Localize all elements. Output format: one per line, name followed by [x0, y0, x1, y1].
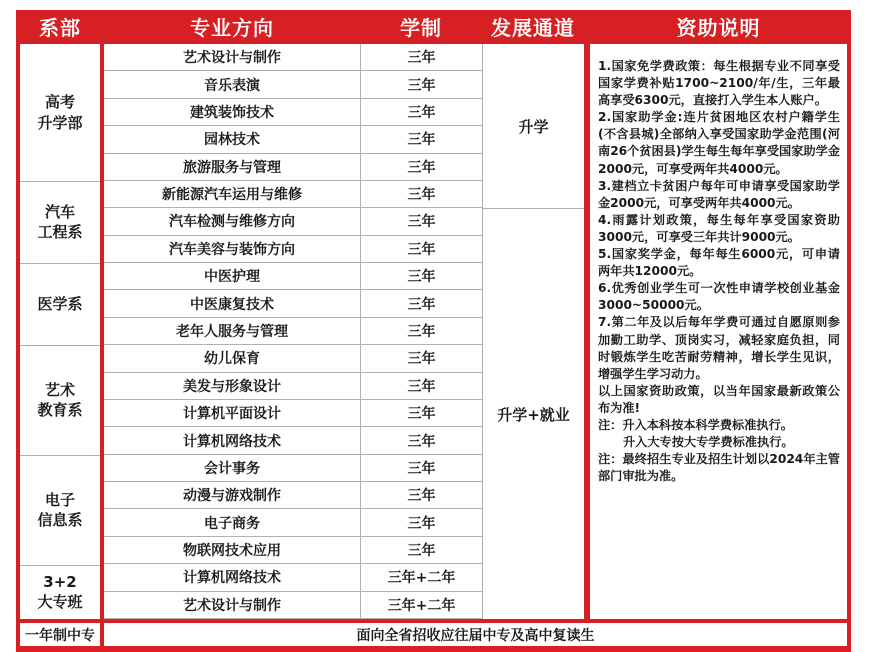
- dept-art-edu: [20, 345, 100, 455]
- dept-electronics: [20, 455, 100, 565]
- major-cell: 美发与形象设计: [104, 373, 360, 400]
- path-upper: 升学: [518, 117, 549, 136]
- dept-name: 高考: [44, 93, 75, 112]
- header-aid: 资助说明: [676, 15, 761, 40]
- header-dept: 系部: [39, 15, 81, 40]
- aid-note: 升入大专按大专学费标准执行。: [623, 435, 794, 450]
- dept-name: 汽车: [44, 202, 75, 221]
- aid-item: 2.国家助学金:连片贫困地区农村户籍学生(不含县城)全部纳入享受国家助学金范围(河南26个贫困县)学生每生每年享受国家助学金2000元，可享受两年共4000元。: [598, 110, 840, 176]
- dept-auto: [20, 181, 100, 263]
- aid-item: 6.优秀创业学生可一次性申请学校创业基金3000~50000元。: [598, 281, 840, 313]
- aid-notes: [598, 58, 840, 485]
- aid-item: 5.国家奖学金，每年每生6000元，可申请两年共12000元。: [598, 247, 840, 279]
- major-cell: 汽车美容与装饰方向: [104, 236, 360, 263]
- aid-item: 以上国家资助政策，以当年国家最新政策公布为准!: [598, 383, 840, 415]
- major-cell: 园林技术: [104, 126, 360, 153]
- dept-name: 升学部: [37, 113, 83, 132]
- duration-cell: 三年: [360, 71, 482, 98]
- duration-cell: 三年: [360, 345, 482, 372]
- path-lower: 升学+就业: [497, 405, 570, 424]
- aid-item: 1.国家免学费政策：每生根据专业不同享受国家学费补贴1700~2100/年/生，三年最高享受6300元，直接打入学生本人账户。: [598, 59, 840, 108]
- dept-name: 教育系: [37, 401, 83, 419]
- duration-cell: 三年: [360, 290, 482, 317]
- duration-cell: 三年: [360, 455, 482, 482]
- aid-note: 注：升入本科按本科学费标准执行。: [598, 417, 793, 432]
- major-cell: 音乐表演: [104, 71, 360, 98]
- aid-item: 7.第二年及以后每年学费可通过自愿原则参加勤工助学、顶岗实习，减轻家庭负担，同时锻炼学生吃苦耐劳精神，增长学生见识，增强学生学习动力。: [598, 315, 840, 381]
- major-cell: 新能源汽车运用与维修: [104, 181, 360, 208]
- frame-right-bar: [847, 10, 851, 652]
- dept-name: 医学系: [37, 294, 83, 313]
- duration-cell: 三年+二年: [360, 564, 482, 591]
- dept-name: 电子: [44, 490, 75, 509]
- footer-text: 面向全省招收应往届中专及高中复读生: [356, 627, 595, 644]
- aid-item: 3.建档立卡贫困户每年可申请享受国家助学金2000元，可享受两年共4000元。: [598, 178, 840, 210]
- dept-name: 艺术: [44, 380, 75, 399]
- dept-gaokao: [20, 44, 100, 181]
- dept-name: 工程系: [37, 223, 83, 241]
- major-cell: 艺术设计与制作: [104, 592, 360, 619]
- major-cell: 汽车检测与维修方向: [104, 208, 360, 235]
- dept-medical: [20, 263, 100, 345]
- duration-cell: 三年: [360, 44, 482, 71]
- dept-name: 大专班: [37, 593, 83, 611]
- duration-cell: 三年: [360, 509, 482, 536]
- major-cell: 中医护理: [104, 263, 360, 290]
- major-cell: 旅游服务与管理: [104, 154, 360, 181]
- major-cell: 幼儿保育: [104, 345, 360, 372]
- major-cell: 老年人服务与管理: [104, 318, 360, 345]
- major-cell: 计算机网络技术: [104, 564, 360, 591]
- aid-note: 注：最终招生专业及招生计划以2024年主管部门审批为准。: [598, 452, 840, 484]
- major-cell: 物联网技术应用: [104, 537, 360, 564]
- duration-cell: 三年: [360, 181, 482, 208]
- duration-cell: 三年: [360, 427, 482, 454]
- aid-item: 4.雨露计划政策，每生每年享受国家资助3000元，可享受三年共计9000元。: [598, 212, 840, 244]
- major-cell: 中医康复技术: [104, 290, 360, 317]
- duration-cell: 三年: [360, 126, 482, 153]
- duration-cell: 三年: [360, 99, 482, 126]
- duration-cell: 三年+二年: [360, 592, 482, 619]
- duration-cell: 三年: [360, 482, 482, 509]
- footer-label: 一年制中专: [25, 627, 95, 644]
- dept-name: 3+2: [43, 572, 77, 591]
- duration-cell: 三年: [360, 318, 482, 345]
- major-cell: 动漫与游戏制作: [104, 482, 360, 509]
- dept-3plus2: [20, 565, 100, 619]
- duration-cell: 三年: [360, 263, 482, 290]
- header-major: 专业方向: [190, 15, 274, 40]
- header-duration: 学制: [400, 15, 442, 40]
- major-cell: 会计事务: [104, 455, 360, 482]
- separator-aid: [584, 44, 590, 619]
- duration-cell: 三年: [360, 154, 482, 181]
- duration-cell: 三年: [360, 236, 482, 263]
- duration-cell: 三年: [360, 373, 482, 400]
- duration-cell: 三年: [360, 537, 482, 564]
- duration-cell: 三年: [360, 208, 482, 235]
- header-path: 发展通道: [491, 15, 575, 40]
- major-cell: 建筑装饰技术: [104, 99, 360, 126]
- major-cell: 计算机平面设计: [104, 400, 360, 427]
- major-cell: 计算机网络技术: [104, 427, 360, 454]
- major-cell: 艺术设计与制作: [104, 44, 360, 71]
- duration-cell: 三年: [360, 400, 482, 427]
- frame-bottom-bar: [16, 646, 851, 652]
- dept-name: 信息系: [37, 511, 83, 529]
- major-cell: 电子商务: [104, 509, 360, 536]
